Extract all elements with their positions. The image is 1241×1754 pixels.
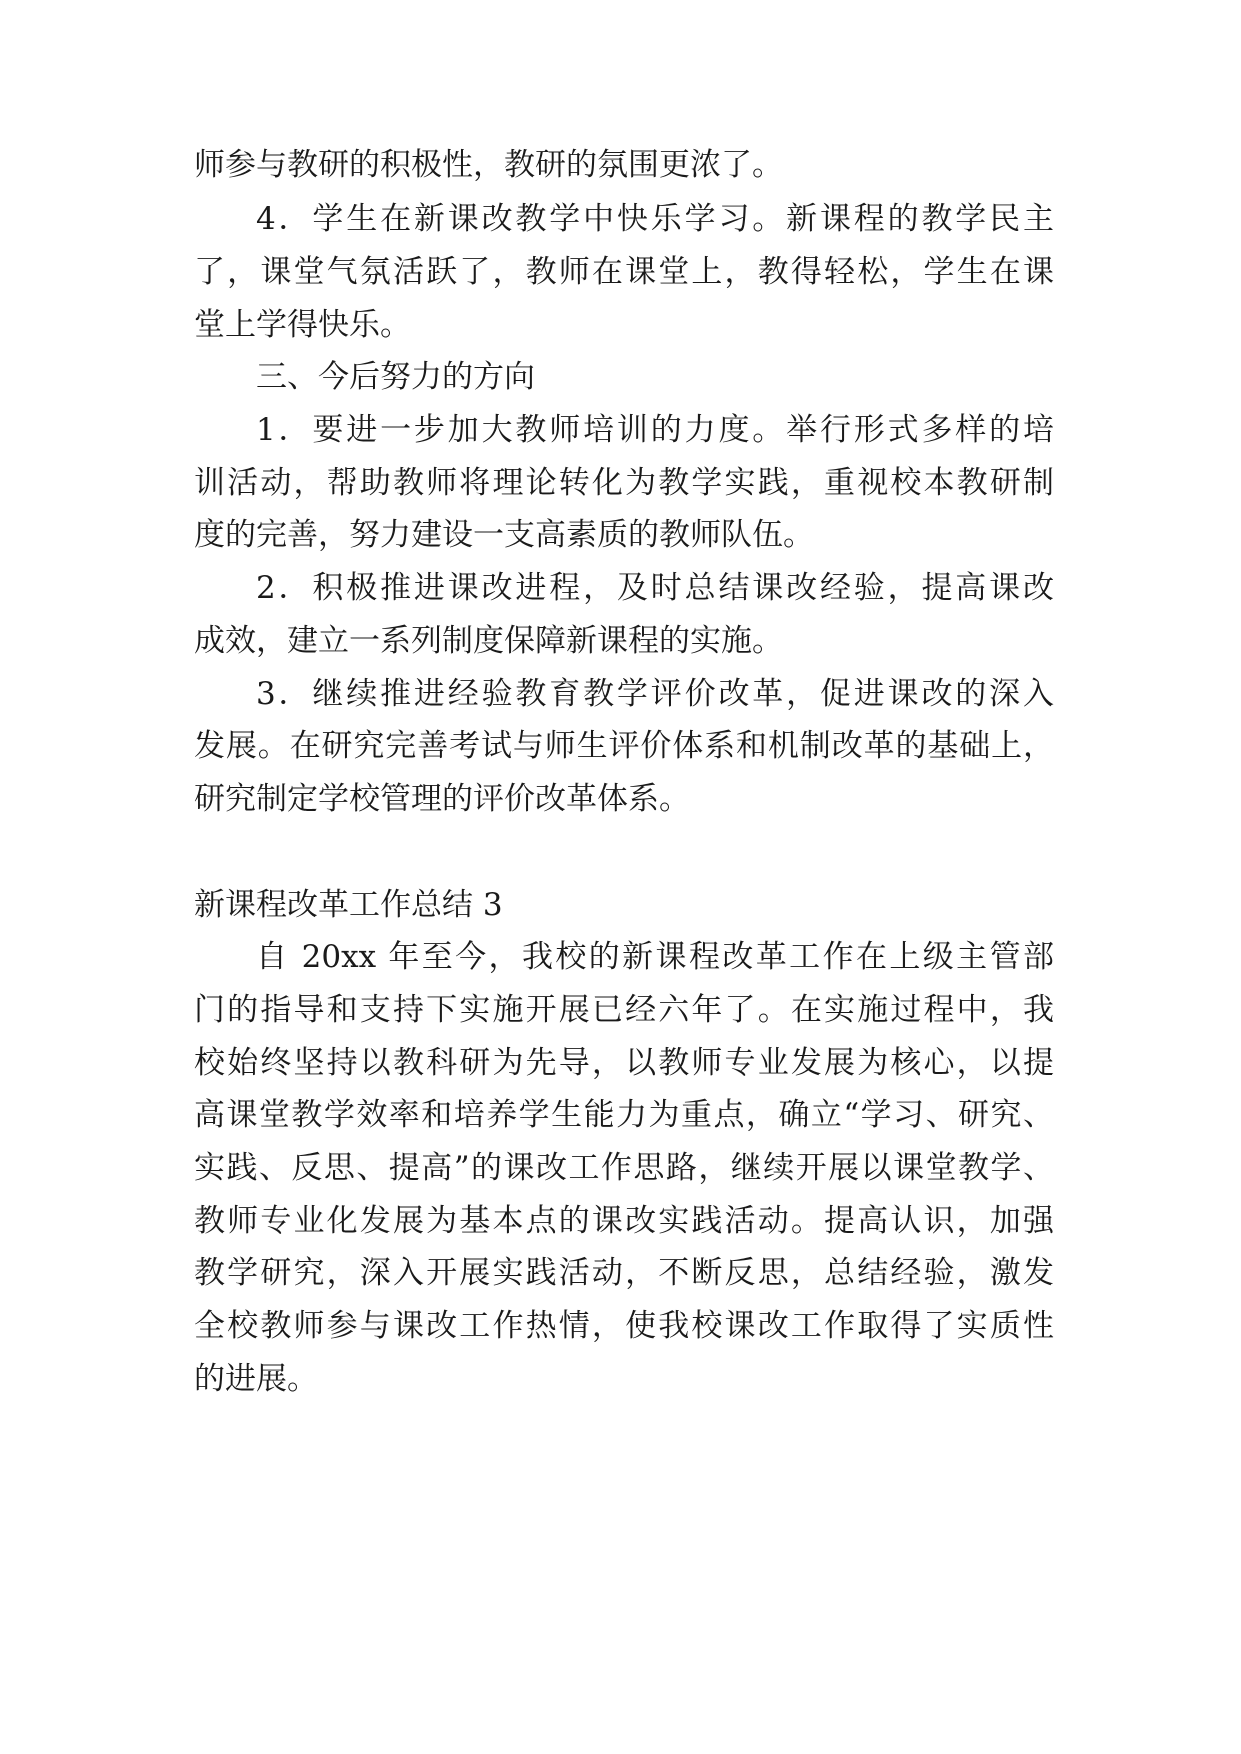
paragraph-line: 成效，建立一系列制度保障新课程的实施。 [194,623,783,659]
paragraph-line: 高课堂教学效率和培养学生能力为重点，确立“学习、研究、 [194,1097,1054,1133]
paragraph-line: 发展。在研究完善考试与师生评价体系和机制改革的基础上， [194,728,1054,764]
section-heading: 三、今后努力的方向 [256,359,535,395]
paragraph-line: 1．要进一步加大教师培训的力度。举行形式多样的培 [256,412,1054,448]
paragraph-line: 全校教师参与课改工作热情，使我校课改工作取得了实质性 [194,1308,1054,1344]
paragraph-line: 4．学生在新课改教学中快乐学习。新课程的教学民主 [256,201,1054,237]
paragraph-line: 校始终坚持以教科研为先导，以教师专业发展为核心，以提 [194,1045,1054,1081]
paragraph-line: 堂上学得快乐。 [194,307,411,343]
paragraph-line: 度的完善，努力建设一支高素质的教师队伍。 [194,517,814,553]
paragraph-line: 实践、反思、提高”的课改工作思路，继续开展以课堂教学、 [194,1150,1054,1186]
paragraph-line: 2．积极推进课改进程，及时总结课改经验，提高课改 [256,570,1054,606]
paragraph-line: 了，课堂气氛活跃了，教师在课堂上，教得轻松，学生在课 [194,254,1054,290]
paragraph-line: 自 20xx 年至今，我校的新课程改革工作在上级主管部 [256,939,1054,975]
paragraph-line: 教师专业化发展为基本点的课改实践活动。提高认识，加强 [194,1203,1054,1239]
paragraph-line: 师参与教研的积极性，教研的氛围更浓了。 [194,147,783,183]
paragraph-line: 训活动，帮助教师将理论转化为教学实践，重视校本教研制 [194,465,1054,501]
paragraph-line: 的进展。 [194,1361,318,1397]
paragraph-line: 3．继续推进经验教育教学评价改革，促进课改的深入 [256,676,1054,712]
paragraph-line: 教学研究，深入开展实践活动，不断反思，总结经验，激发 [194,1255,1054,1291]
section-title: 新课程改革工作总结 3 [194,887,503,923]
paragraph-line: 研究制定学校管理的评价改革体系。 [194,781,690,817]
paragraph-line: 门的指导和支持下实施开展已经六年了。在实施过程中，我 [194,992,1054,1028]
